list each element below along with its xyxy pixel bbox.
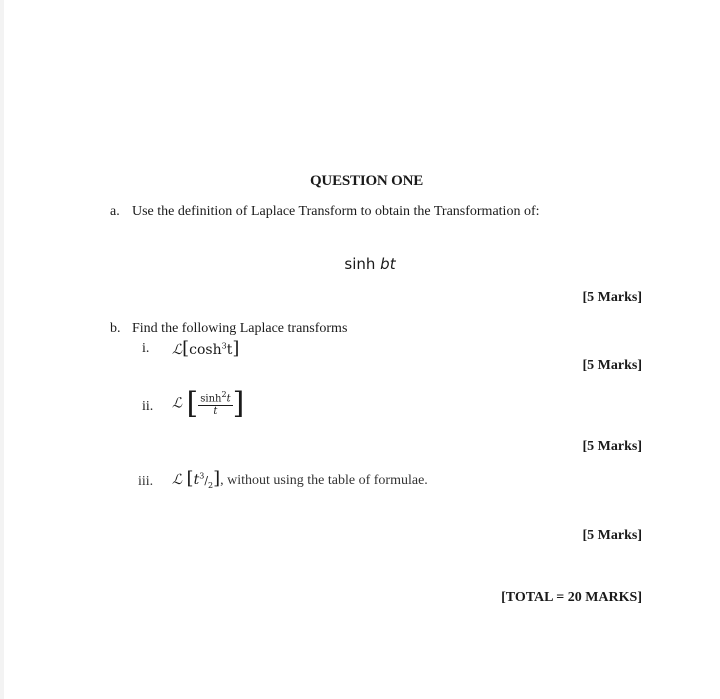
close-bracket: ] [232, 386, 245, 421]
numerator-power: 2 [221, 390, 227, 400]
item-iii-numeral: iii. [138, 474, 154, 489]
close-bracket: ] [213, 468, 221, 489]
hyperbolic-fn: cosh [189, 342, 222, 358]
part-b-label: b. [110, 321, 121, 336]
exponent-numerator: 3 [199, 471, 205, 481]
close-bracket: ] [232, 338, 240, 359]
question-title: QUESTION ONE [309, 173, 424, 189]
formula-variable: bt [380, 255, 396, 273]
item-i-marks: [5 Marks] [582, 358, 642, 373]
base: t [193, 472, 200, 488]
part-a-text: Use the definition of Laplace Transform to obtain the Transformation of: [132, 204, 540, 219]
part-a-formula [0, 255, 720, 273]
power: 3 [221, 341, 227, 351]
part-a-marks: [5 Marks] [582, 290, 642, 305]
fraction [198, 390, 232, 416]
total-marks: [TOTAL = 20 MARKS] [501, 590, 642, 605]
numerator-arg: t [226, 393, 231, 405]
numerator [198, 390, 232, 405]
laplace-operator: ℒ [172, 395, 183, 412]
item-i-numeral: i. [142, 341, 150, 356]
argument: t [226, 342, 233, 358]
laplace-operator: ℒ [172, 342, 183, 358]
part-b-text: Find the following Laplace transforms [132, 321, 348, 336]
item-i-expression [172, 338, 239, 359]
item-iii-marks: [5 Marks] [582, 528, 642, 543]
item-ii-expression [172, 386, 244, 421]
exponent-denominator: 2 [208, 480, 214, 490]
item-ii-marks: [5 Marks] [582, 439, 642, 454]
open-bracket: [ [182, 338, 190, 359]
item-iii-expression [172, 468, 428, 490]
item-ii-numeral: ii. [142, 399, 154, 414]
open-bracket: [ [186, 386, 199, 421]
formula-function: sinh [344, 255, 381, 273]
item-iii-note: , without using the table of formulae. [220, 473, 428, 488]
open-bracket: [ [186, 468, 194, 489]
denominator: t [213, 405, 218, 417]
exponent-slash: / [204, 474, 209, 487]
laplace-operator: ℒ [172, 472, 183, 488]
numerator-fn: sinh [200, 393, 222, 405]
part-a-label: a. [110, 204, 120, 219]
